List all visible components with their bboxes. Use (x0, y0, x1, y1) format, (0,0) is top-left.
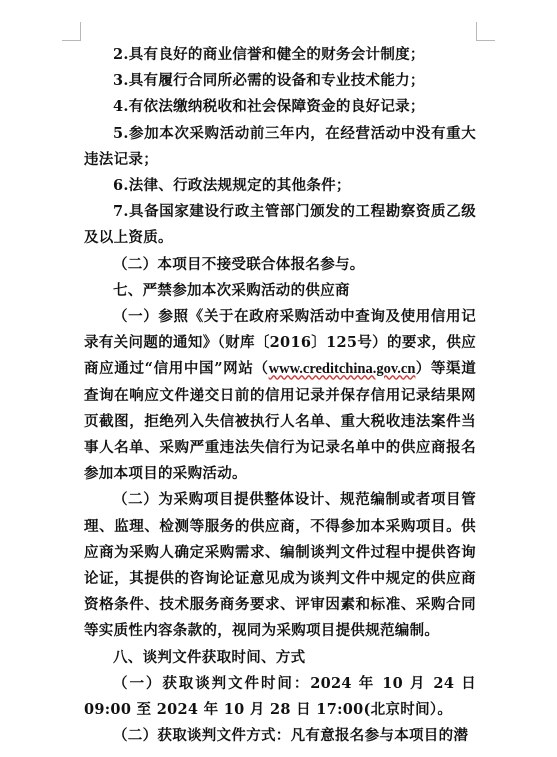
creditchina-link[interactable]: www.creditchina.gov.cn (268, 361, 416, 378)
credit-record-clause (84, 304, 476, 487)
document-body[interactable] (84, 42, 476, 749)
credit-record-text-before: （一）参照《关于在政府采购活动中查询及使用信用记录有关问题的通知》（财库〔2016〕125号）的要求，供应商应通过“信用中国”网站（ (84, 308, 476, 378)
credit-record-text-after: ）等渠道查询在响应文件递交日前的信用记录并保存信用记录结果网页截图，拒绝列入失信被执行人名单、重大税收违法案件当事人名单、采购严重违法失信行为记录名单中的供应商报名参加本项目的采购活动。 (84, 360, 476, 483)
page-corner-mark-top-left (62, 22, 81, 41)
requirement-item-5: 5.参加本次采购活动前三年内，在经营活动中没有重大违法记录； (84, 124, 476, 168)
requirement-item-4: 4.有依法缴纳税收和社会保障资金的良好记录； (113, 98, 425, 116)
requirement-item-2: 2.具有良好的商业信誉和健全的财务会计制度； (113, 46, 425, 63)
joint-venture-clause: （二）本项目不接受联合体报名参与。 (113, 255, 365, 273)
requirement-item-7: 7.具备国家建设行政主管部门颁发的工程勘察资质乙级及以上资质。 (84, 203, 476, 247)
section-heading-8: 八、谈判文件获取时间、方式 (113, 648, 306, 666)
requirement-item-6: 6.法律、行政法规规定的其他条件； (113, 177, 351, 195)
design-service-clause: （二）为采购项目提供整体设计、规范编制或者项目管理、监理、检测等服务的供应商，不得参加本采购项目。供应商为采购人确定采购需求、编制谈判文件过程中提供咨询论证，其提供的咨询论证意见成为谈判文件中规定的供应商资格条件、技术服务商务要求、评审因素和标准、采购合同等实质性内容条款的，视同为采购项目提供规范编制。 (84, 491, 476, 640)
document-acquisition-time: （一）获取谈判文件时间：2024 年 10 月 24 日 09:00 至 2024 年 10 月 28 日 17:00(北京时间）。 (84, 674, 476, 719)
document-acquisition-method: （二）获取谈判文件方式：凡有意报名参与本项目的潜 (113, 727, 469, 745)
requirement-item-3: 3.具有履行合同所必需的设备和专业技术能力； (113, 72, 425, 90)
section-heading-7: 七、严禁参加本次采购活动的供应商 (113, 281, 350, 299)
page-corner-mark-top-right (476, 22, 495, 41)
